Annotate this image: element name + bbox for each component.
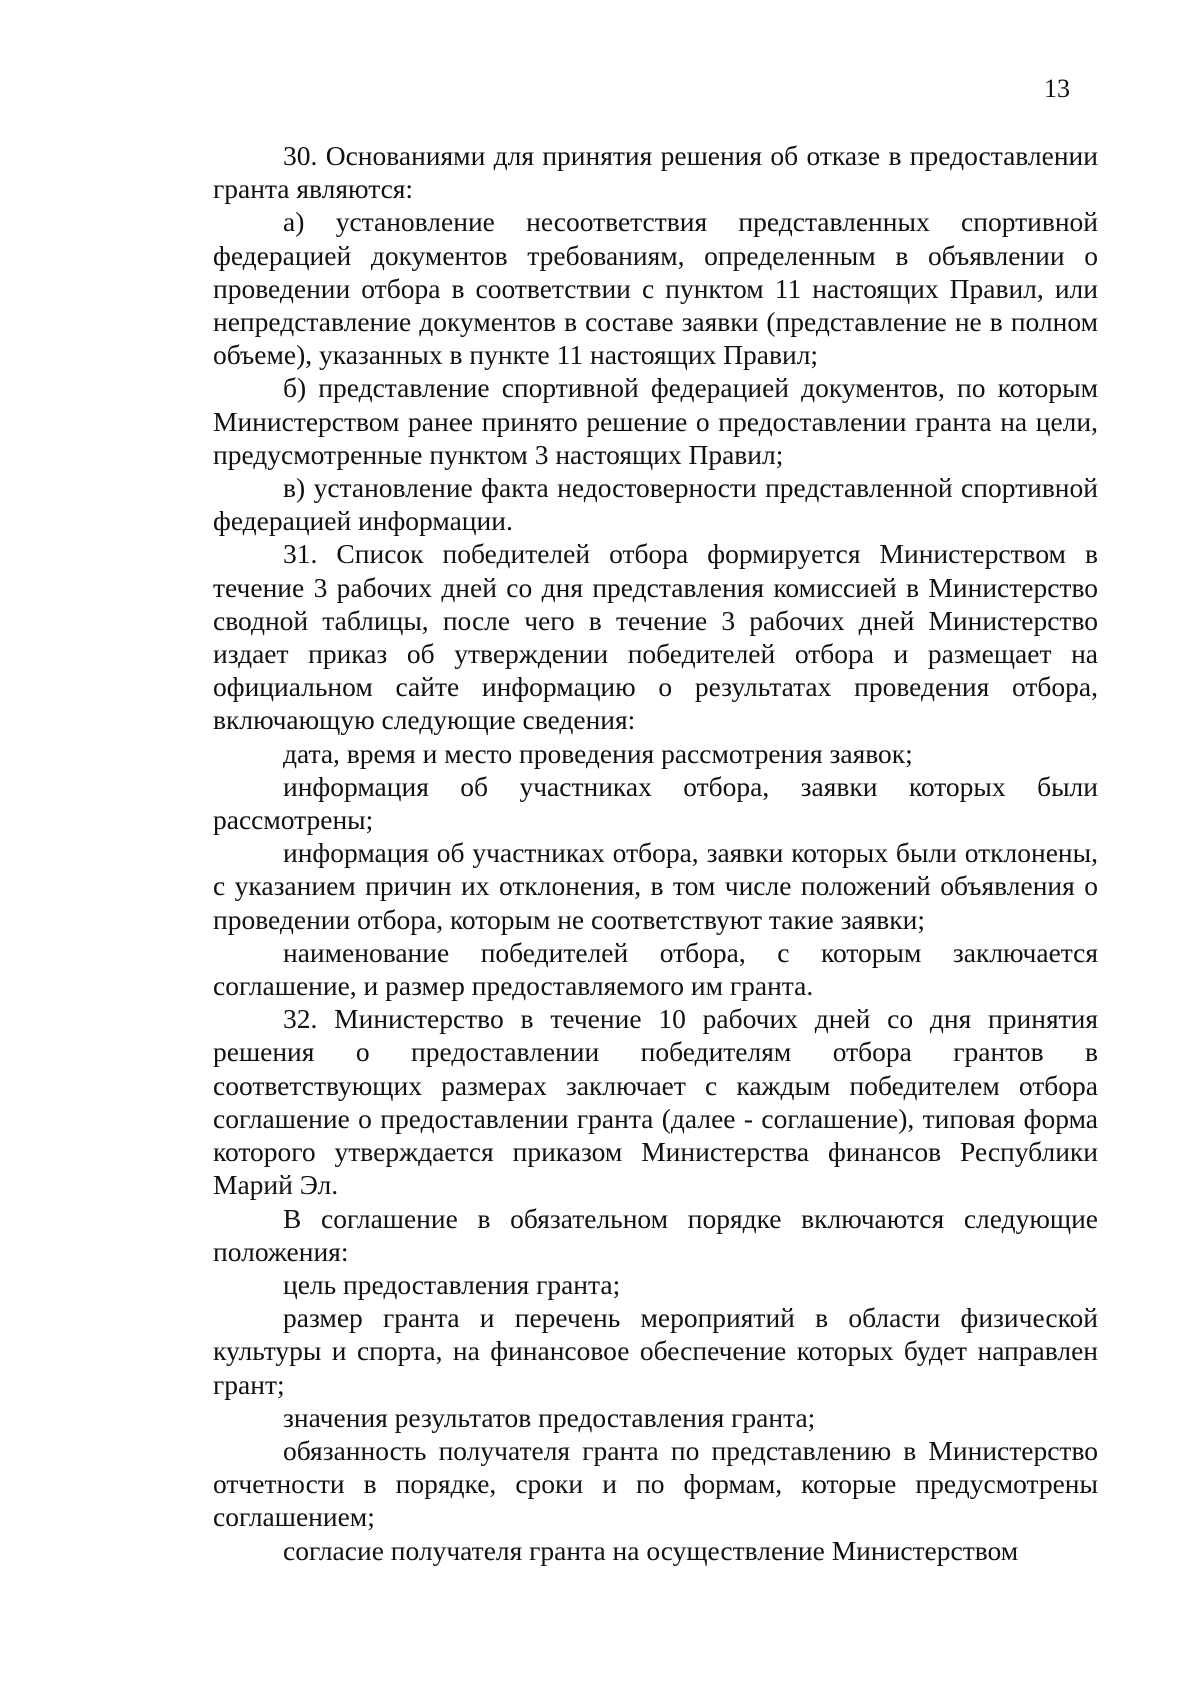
page-number: 13	[1044, 74, 1070, 103]
paragraph-32: 32. Министерство в течение 10 рабочих дней со дня принятия решения о предоставлении победителям отбора грантов в соответствующих размерах заключает с каждым победителем отбора соглашение о предоставлении гранта (далее - соглашение), типовая форма которого утверждается приказом Министерства финансов Республики Марий Эл.	[213, 1003, 1098, 1201]
paragraph-30-b: б) представление спортивной федерацией документов, по которым Министерством ранее принято решение о предоставлении гранта на цели, предусмотренные пунктом 3 настоящих Правил;	[213, 372, 1098, 470]
paragraph-30-a: а) установление несоответствия представленных спортивной федерацией документов требованиям, определенным в объявлении о проведении отбора в соответствии с пунктом 11 настоящих Правил, или непредставление документов в составе заявки (представление не в полном объеме), указанных в пункте 11 настоящих Правил;	[213, 206, 1098, 371]
document-body	[213, 139, 1098, 1567]
paragraph-agreement-item-consent: согласие получателя гранта на осуществление Министерством	[283, 1534, 1019, 1566]
paragraph-agreement-item-results: значения результатов предоставления гранта;	[283, 1401, 816, 1433]
paragraph-31-item-reviewed: информация об участниках отбора, заявки которых были рассмотрены;	[213, 770, 1098, 836]
paragraph-agreement-intro: В соглашение в обязательном порядке включаются следующие положения:	[213, 1202, 1098, 1267]
paragraph-agreement-item-reporting: обязанность получателя гранта по представлению в Министерство отчетности в порядке, сроки и по формам, которые предусмотрены соглашением;	[213, 1434, 1098, 1533]
paragraph-31-item-rejected: информация об участниках отбора, заявки которых были отклонены, с указанием причин их отклонения, в том числе положений объявления о проведении отбора, которым не соответствуют такие заявки;	[213, 837, 1098, 935]
paragraph-31-item-date: дата, время и место проведения рассмотрения заявок;	[283, 737, 913, 769]
paragraph-30-v: в) установление факта недостоверности представленной спортивной федерацией информации.	[213, 472, 1098, 537]
paragraph-31: 31. Список победителей отбора формируется Министерством в течение 3 рабочих дней со дня представления комиссией в Министерство сводной таблицы, после чего в течение 3 рабочих дней Министерство издает приказ об утверждении победителей отбора и размещает на официальном сайте информацию о результатах проведения отбора, включающую следующие сведения:	[213, 538, 1098, 736]
paragraph-agreement-item-goal: цель предоставления гранта;	[283, 1268, 621, 1300]
paragraph-30-heading: 30. Основаниями для принятия решения об отказе в предоставлении гранта являются:	[213, 140, 1098, 205]
paragraph-agreement-item-amount: размер гранта и перечень мероприятий в области физической культуры и спорта, на финансовое обеспечение которых будет направлен грант;	[213, 1302, 1098, 1400]
paragraph-31-item-winners: наименование победителей отбора, с которым заключается соглашение, и размер предоставляемого им гранта.	[213, 936, 1098, 1002]
